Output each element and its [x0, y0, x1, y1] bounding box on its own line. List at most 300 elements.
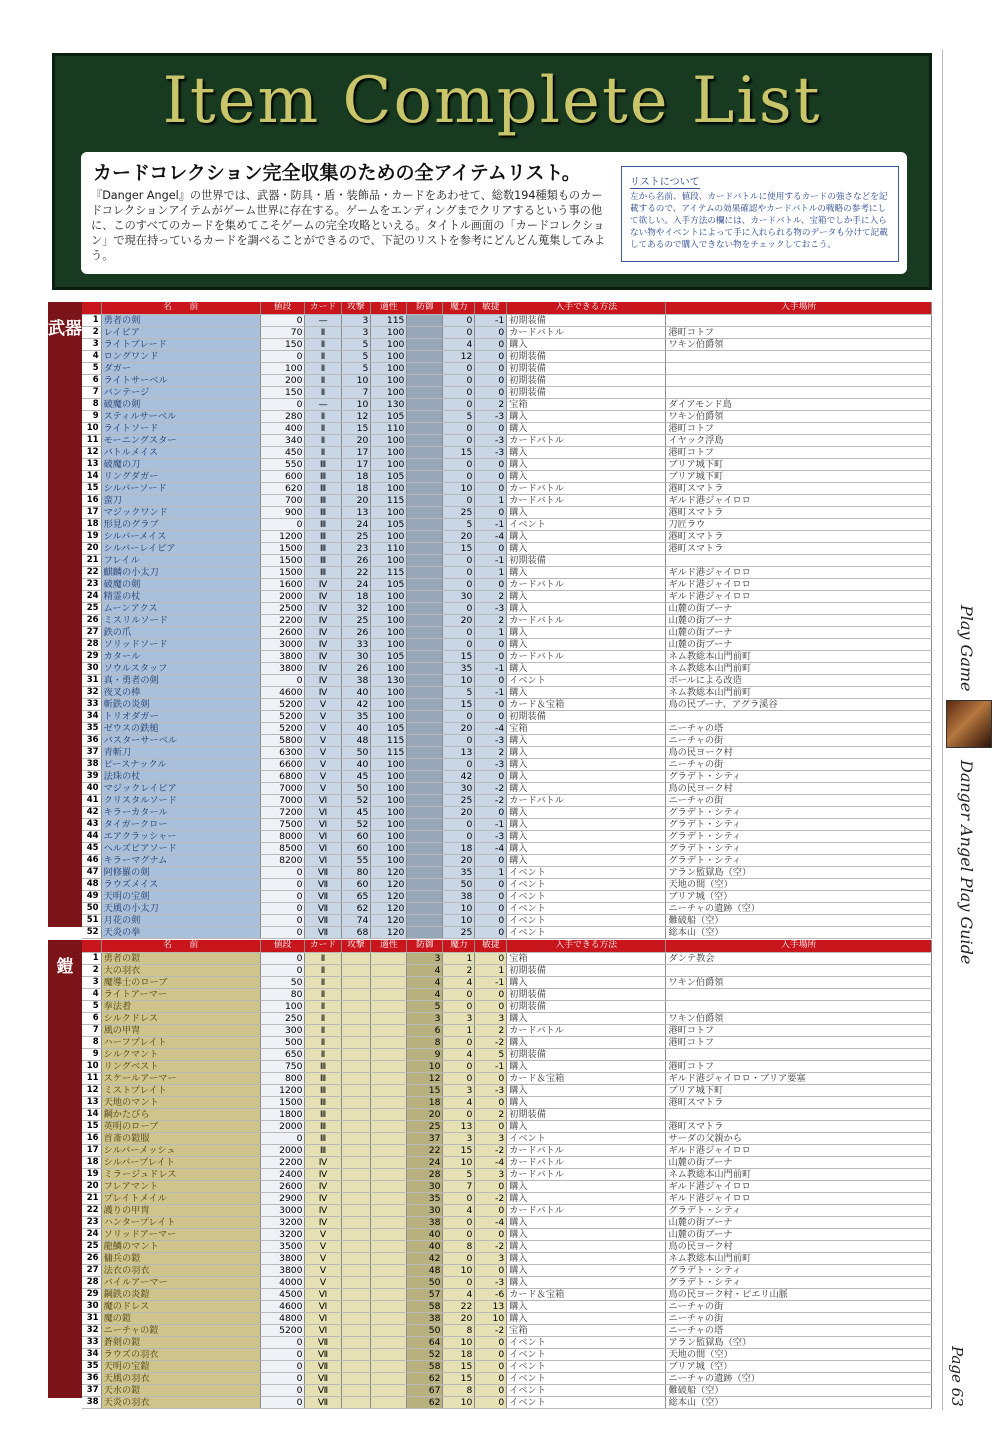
table-cell: -1: [475, 818, 507, 830]
table-cell: 20: [443, 806, 475, 818]
table-cell: 港町コトフ: [666, 1036, 932, 1048]
table-cell: 24: [407, 1156, 443, 1168]
table-cell: [371, 1072, 407, 1084]
table-cell: ネム教総本山門前町: [666, 650, 932, 662]
table-cell: 15: [407, 1084, 443, 1096]
table-cell: 150: [260, 338, 305, 350]
table-cell: Ⅳ: [305, 650, 341, 662]
table-row: [82, 1072, 932, 1084]
table-cell: ムーンアクス: [101, 602, 260, 614]
table-cell: 0: [443, 458, 475, 470]
table-row: [82, 1348, 932, 1360]
table-cell: 25: [443, 506, 475, 518]
table-cell: [341, 1216, 371, 1228]
table-cell: [341, 1048, 371, 1060]
table-cell: 購入: [507, 626, 666, 638]
table-cell: ワキン伯爵領: [666, 976, 932, 988]
table-cell: 0: [443, 1036, 475, 1048]
table-cell: —: [305, 398, 341, 410]
table-cell: 5: [443, 518, 475, 530]
table-cell: 7000: [260, 782, 305, 794]
table-cell: シルバーメイス: [101, 530, 260, 542]
table-cell: ピースナックル: [101, 758, 260, 770]
table-cell: 100: [371, 662, 407, 674]
table-cell: プレイトメイル: [101, 1192, 260, 1204]
table-cell: 3: [341, 314, 371, 326]
table-cell: 龍鱗のマント: [101, 1240, 260, 1252]
table-cell: 6: [82, 1012, 101, 1024]
table-cell: ブリア城下町: [666, 458, 932, 470]
table-cell: 17: [341, 446, 371, 458]
table-cell: クリスタルソード: [101, 794, 260, 806]
table-cell: 山麓の街ブーナ: [666, 626, 932, 638]
header-panel: [52, 53, 932, 290]
table-cell: [341, 1000, 371, 1012]
table-cell: ネム教総本山門前町: [666, 1168, 932, 1180]
table-row: [82, 1360, 932, 1372]
table-cell: Ⅳ: [305, 1156, 341, 1168]
table-cell: イベント: [507, 1348, 666, 1360]
table-cell: 7000: [260, 794, 305, 806]
table-cell: 天地の間（空）: [666, 878, 932, 890]
table-cell: シルバープレイト: [101, 1156, 260, 1168]
table-cell: 初期装備: [507, 710, 666, 722]
table-cell: 0: [475, 470, 507, 482]
table-cell: ゼウスの鉄槌: [101, 722, 260, 734]
table-cell: 購入: [507, 1180, 666, 1192]
table-cell: 0: [475, 1096, 507, 1108]
table-cell: 購入: [507, 590, 666, 602]
table-cell: [371, 1216, 407, 1228]
table-cell: 36: [82, 734, 101, 746]
table-cell: 23: [341, 542, 371, 554]
table-row: [82, 518, 932, 530]
table-cell: 1: [82, 952, 101, 964]
table-cell: ネム教総本山門前町: [666, 662, 932, 674]
table-cell: 18: [341, 470, 371, 482]
table-cell: ギルド港ジャイロロ: [666, 1144, 932, 1156]
table-cell: 17: [341, 458, 371, 470]
table-cell: ミスリルソード: [101, 614, 260, 626]
table-cell: 購入: [507, 842, 666, 854]
table-cell: [666, 314, 932, 326]
table-row: [82, 830, 932, 842]
table-row: [82, 806, 932, 818]
table-cell: 10: [443, 914, 475, 926]
table-cell: 購入: [507, 530, 666, 542]
table-row: [82, 434, 932, 446]
table-cell: 40: [341, 758, 371, 770]
table-cell: マジックレイピア: [101, 782, 260, 794]
table-cell: 月花の剣: [101, 914, 260, 926]
table-cell: [407, 566, 443, 578]
table-cell: 24: [82, 1228, 101, 1240]
table-cell: [371, 1036, 407, 1048]
table-cell: 100: [260, 1000, 305, 1012]
table-row: [82, 854, 932, 866]
table-cell: 550: [260, 458, 305, 470]
table-cell: Ⅶ: [305, 890, 341, 902]
table-cell: ハーフプレイト: [101, 1036, 260, 1048]
table-cell: 7: [82, 1024, 101, 1036]
table-cell: 100: [371, 782, 407, 794]
table-cell: 0: [443, 314, 475, 326]
table-cell: 0: [443, 1000, 475, 1012]
table-row: [82, 602, 932, 614]
table-cell: 4: [443, 1096, 475, 1108]
table-cell: 100: [371, 830, 407, 842]
table-cell: 初期装備: [507, 362, 666, 374]
table-cell: 0: [260, 926, 305, 938]
table-cell: 購入: [507, 758, 666, 770]
table-cell: モーニングスター: [101, 434, 260, 446]
table-cell: 8: [443, 1324, 475, 1336]
table-cell: —: [305, 314, 341, 326]
table-cell: [407, 830, 443, 842]
table-cell: 初期装備: [507, 374, 666, 386]
table-cell: グラデト・シティ: [666, 770, 932, 782]
table-row: [82, 782, 932, 794]
table-cell: Ⅱ: [305, 1000, 341, 1012]
table-cell: 32: [82, 686, 101, 698]
table-cell: 30: [82, 1300, 101, 1312]
table-cell: 100: [371, 482, 407, 494]
armor-category-label: 鎧: [56, 957, 74, 977]
table-cell: 115: [371, 566, 407, 578]
table-cell: 45: [341, 806, 371, 818]
table-cell: フレアマント: [101, 1180, 260, 1192]
table-cell: 0: [475, 1384, 507, 1396]
table-row: [82, 1276, 932, 1288]
table-cell: 4: [407, 976, 443, 988]
table-cell: 山麓の街ブーナ: [666, 614, 932, 626]
table-cell: 5: [443, 1168, 475, 1180]
table-cell: [407, 518, 443, 530]
table-cell: Ⅱ: [305, 338, 341, 350]
table-cell: 15: [443, 1372, 475, 1384]
table-row: [82, 1048, 932, 1060]
table-cell: [341, 976, 371, 988]
table-cell: 初期装備: [507, 386, 666, 398]
table-cell: 100: [371, 434, 407, 446]
table-cell: 100: [371, 770, 407, 782]
table-cell: [407, 866, 443, 878]
table-cell: 3200: [260, 1228, 305, 1240]
table-cell: 100: [371, 602, 407, 614]
table-cell: 31: [82, 674, 101, 686]
table-cell: 100: [371, 638, 407, 650]
table-cell: 購入: [507, 782, 666, 794]
table-row: [82, 1012, 932, 1024]
table-cell: 20: [407, 1108, 443, 1120]
table-cell: 購入: [507, 542, 666, 554]
table-cell: 150: [260, 386, 305, 398]
table-cell: 38: [407, 1312, 443, 1324]
table-cell: 22: [407, 1144, 443, 1156]
table-row: [82, 878, 932, 890]
table-cell: 100: [371, 386, 407, 398]
table-cell: 105: [371, 470, 407, 482]
table-cell: 300: [260, 1024, 305, 1036]
table-cell: [341, 1276, 371, 1288]
table-cell: 10: [443, 1396, 475, 1408]
table-cell: 0: [260, 1336, 305, 1348]
table-cell: ソリッドソード: [101, 638, 260, 650]
table-cell: カタール: [101, 650, 260, 662]
table-cell: イベント: [507, 1360, 666, 1372]
table-cell: Ⅱ: [305, 374, 341, 386]
table-cell: カードバトル: [507, 794, 666, 806]
table-cell: 31: [82, 1312, 101, 1324]
table-cell: 18: [341, 590, 371, 602]
table-cell: ワキン伯爵領: [666, 410, 932, 422]
table-cell: 天炎の羽衣: [101, 1396, 260, 1408]
table-cell: 100: [371, 446, 407, 458]
table-cell: 4: [82, 988, 101, 1000]
table-cell: 21: [82, 1192, 101, 1204]
table-cell: Ⅴ: [305, 734, 341, 746]
table-cell: 24: [341, 518, 371, 530]
table-cell: 宝箱: [507, 722, 666, 734]
table-row: [82, 1096, 932, 1108]
table-cell: 12: [407, 1072, 443, 1084]
table-cell: [371, 1192, 407, 1204]
table-cell: Ⅶ: [305, 1396, 341, 1408]
table-cell: -2: [475, 1240, 507, 1252]
table-cell: 15: [443, 650, 475, 662]
table-cell: Ⅲ: [305, 506, 341, 518]
table-cell: ライトサーベル: [101, 374, 260, 386]
table-cell: Ⅴ: [305, 722, 341, 734]
table-cell: 港町コトフ: [666, 422, 932, 434]
table-cell: 0: [443, 326, 475, 338]
table-cell: 6300: [260, 746, 305, 758]
table-cell: 鳥の民ヨーク村・ピエリ山脈: [666, 1288, 932, 1300]
table-cell: [407, 386, 443, 398]
table-cell: 購入: [507, 1060, 666, 1072]
table-cell: 10: [443, 674, 475, 686]
table-cell: 105: [371, 410, 407, 422]
table-cell: [407, 542, 443, 554]
list-note-box: [621, 166, 899, 262]
table-cell: 100: [371, 842, 407, 854]
table-row: [82, 1168, 932, 1180]
table-cell: 0: [260, 878, 305, 890]
table-cell: 800: [260, 1072, 305, 1084]
table-cell: Ⅳ: [305, 578, 341, 590]
table-cell: 200: [260, 374, 305, 386]
table-cell: 15: [341, 422, 371, 434]
table-cell: 港町スマトラ: [666, 506, 932, 518]
table-cell: ギルド港ジャイロロ: [666, 1180, 932, 1192]
table-cell: 購入: [507, 1264, 666, 1276]
table-cell: イベント: [507, 1132, 666, 1144]
table-cell: [371, 1288, 407, 1300]
column-header: 値段: [260, 302, 305, 314]
table-cell: Ⅶ: [305, 866, 341, 878]
table-cell: Ⅵ: [305, 1300, 341, 1312]
table-cell: 0: [443, 434, 475, 446]
table-cell: [371, 1132, 407, 1144]
table-cell: 0: [475, 878, 507, 890]
table-cell: 40: [407, 1228, 443, 1240]
table-cell: 斬鉄の炎剣: [101, 698, 260, 710]
table-cell: [341, 1084, 371, 1096]
table-row: [82, 734, 932, 746]
table-cell: [371, 1300, 407, 1312]
table-cell: ブリア城（空）: [666, 890, 932, 902]
table-cell: -3: [475, 1084, 507, 1096]
table-cell: 初期装備: [507, 1108, 666, 1120]
table-cell: 初期装備: [507, 1048, 666, 1060]
table-cell: [341, 1108, 371, 1120]
table-cell: 19: [82, 1168, 101, 1180]
table-cell: 1500: [260, 554, 305, 566]
table-row: [82, 326, 932, 338]
table-cell: 15: [82, 482, 101, 494]
table-cell: 3: [475, 1252, 507, 1264]
table-cell: 0: [443, 758, 475, 770]
table-row: [82, 1144, 932, 1156]
table-cell: ニーチャの塔: [666, 1324, 932, 1336]
table-cell: Ⅴ: [305, 1252, 341, 1264]
table-cell: 0: [443, 362, 475, 374]
weapons-category-label: 武器: [48, 319, 82, 339]
table-cell: 0: [475, 374, 507, 386]
table-cell: Ⅱ: [305, 1036, 341, 1048]
table-cell: 0: [475, 1180, 507, 1192]
table-cell: Ⅲ: [305, 482, 341, 494]
table-cell: 2: [82, 964, 101, 976]
table-row: [82, 890, 932, 902]
table-cell: [407, 686, 443, 698]
table-cell: 購入: [507, 746, 666, 758]
table-cell: スケールアーマー: [101, 1072, 260, 1084]
table-cell: 0: [475, 698, 507, 710]
table-cell: [407, 494, 443, 506]
table-cell: ブリア城（空）: [666, 1360, 932, 1372]
table-row: [82, 362, 932, 374]
table-cell: カードバトル: [507, 578, 666, 590]
table-cell: [371, 1396, 407, 1408]
table-cell: Ⅲ: [305, 1072, 341, 1084]
table-cell: 100: [371, 698, 407, 710]
column-header: 名 前: [101, 940, 260, 952]
table-cell: 0: [443, 554, 475, 566]
table-cell: [407, 338, 443, 350]
table-cell: 購入: [507, 1252, 666, 1264]
table-cell: [407, 398, 443, 410]
table-cell: カード＆宝箱: [507, 1072, 666, 1084]
table-row: [82, 1384, 932, 1396]
table-cell: グラデト・シティ: [666, 842, 932, 854]
table-cell: 0: [443, 1072, 475, 1084]
table-cell: [407, 434, 443, 446]
table-cell: 5200: [260, 698, 305, 710]
table-cell: 形見のグラブ: [101, 518, 260, 530]
character-portrait: [946, 700, 992, 748]
table-row: [82, 1324, 932, 1336]
table-cell: 0: [443, 1108, 475, 1120]
table-cell: 20: [82, 542, 101, 554]
table-row: [82, 710, 932, 722]
table-cell: 購入: [507, 662, 666, 674]
table-cell: 25: [341, 530, 371, 542]
table-cell: [407, 662, 443, 674]
table-cell: 3000: [260, 638, 305, 650]
table-cell: ギルド港ジャイロロ: [666, 1192, 932, 1204]
table-cell: 44: [82, 830, 101, 842]
table-cell: 購入: [507, 458, 666, 470]
table-cell: Ⅲ: [305, 518, 341, 530]
table-cell: 30: [82, 662, 101, 674]
table-cell: Ⅱ: [305, 422, 341, 434]
table-cell: [407, 530, 443, 542]
table-cell: -2: [475, 794, 507, 806]
table-cell: 18: [407, 1096, 443, 1108]
table-cell: グラデト・シティ: [666, 806, 932, 818]
table-cell: バスターサーベル: [101, 734, 260, 746]
list-note-body: 左から名前、値段、カードバトルに使用するカードの強さなどを記載するので、アイテムの効果確認やカードバトルの戦略の参考にして欲しい。入手方法の欄には、カードバトル、宝箱でしか手に入らない物やイベントによって手に入れられる物のデータも分けて記載してあるので購入できない物をチェックしておこう。: [630, 192, 888, 250]
table-cell: [341, 988, 371, 1000]
table-cell: 34: [82, 710, 101, 722]
table-cell: Ⅴ: [305, 770, 341, 782]
table-cell: 10: [475, 1312, 507, 1324]
table-cell: リングベスト: [101, 1060, 260, 1072]
table-cell: [341, 1192, 371, 1204]
table-cell: サーダの父親から: [666, 1132, 932, 1144]
table-cell: Ⅶ: [305, 902, 341, 914]
table-cell: [407, 734, 443, 746]
table-cell: 35: [407, 1192, 443, 1204]
table-cell: 57: [407, 1288, 443, 1300]
table-cell: Ⅴ: [305, 758, 341, 770]
table-cell: 天風の小太刀: [101, 902, 260, 914]
table-cell: 5200: [260, 722, 305, 734]
table-cell: [407, 842, 443, 854]
table-cell: 50: [407, 1324, 443, 1336]
table-cell: [371, 1012, 407, 1024]
table-cell: -3: [475, 734, 507, 746]
table-cell: 山麓の街ブーナ: [666, 1216, 932, 1228]
column-header: 入手場所: [666, 940, 932, 952]
table-cell: 22: [82, 1204, 101, 1216]
table-cell: 0: [475, 386, 507, 398]
table-cell: 27: [82, 1264, 101, 1276]
table-cell: [666, 1108, 932, 1120]
column-header: 適性: [371, 940, 407, 952]
table-cell: Ⅲ: [305, 494, 341, 506]
table-row: [82, 530, 932, 542]
table-cell: 勇者の剣: [101, 314, 260, 326]
table-cell: アラン監獄島（空）: [666, 1336, 932, 1348]
table-cell: 難破船（空）: [666, 1384, 932, 1396]
table-cell: 110: [371, 422, 407, 434]
table-cell: Ⅳ: [305, 1168, 341, 1180]
table-cell: 29: [82, 650, 101, 662]
table-cell: 52: [82, 926, 101, 938]
table-cell: ギルド港ジャイロロ: [666, 578, 932, 590]
column-header: 入手場所: [666, 302, 932, 314]
table-cell: Ⅳ: [305, 662, 341, 674]
table-cell: 115: [371, 314, 407, 326]
table-cell: [407, 470, 443, 482]
table-cell: 鳥の民ヨーク村: [666, 782, 932, 794]
table-cell: ニーチャの鎧: [101, 1324, 260, 1336]
table-cell: [407, 878, 443, 890]
table-cell: 25: [443, 794, 475, 806]
table-cell: 初期装備: [507, 964, 666, 976]
